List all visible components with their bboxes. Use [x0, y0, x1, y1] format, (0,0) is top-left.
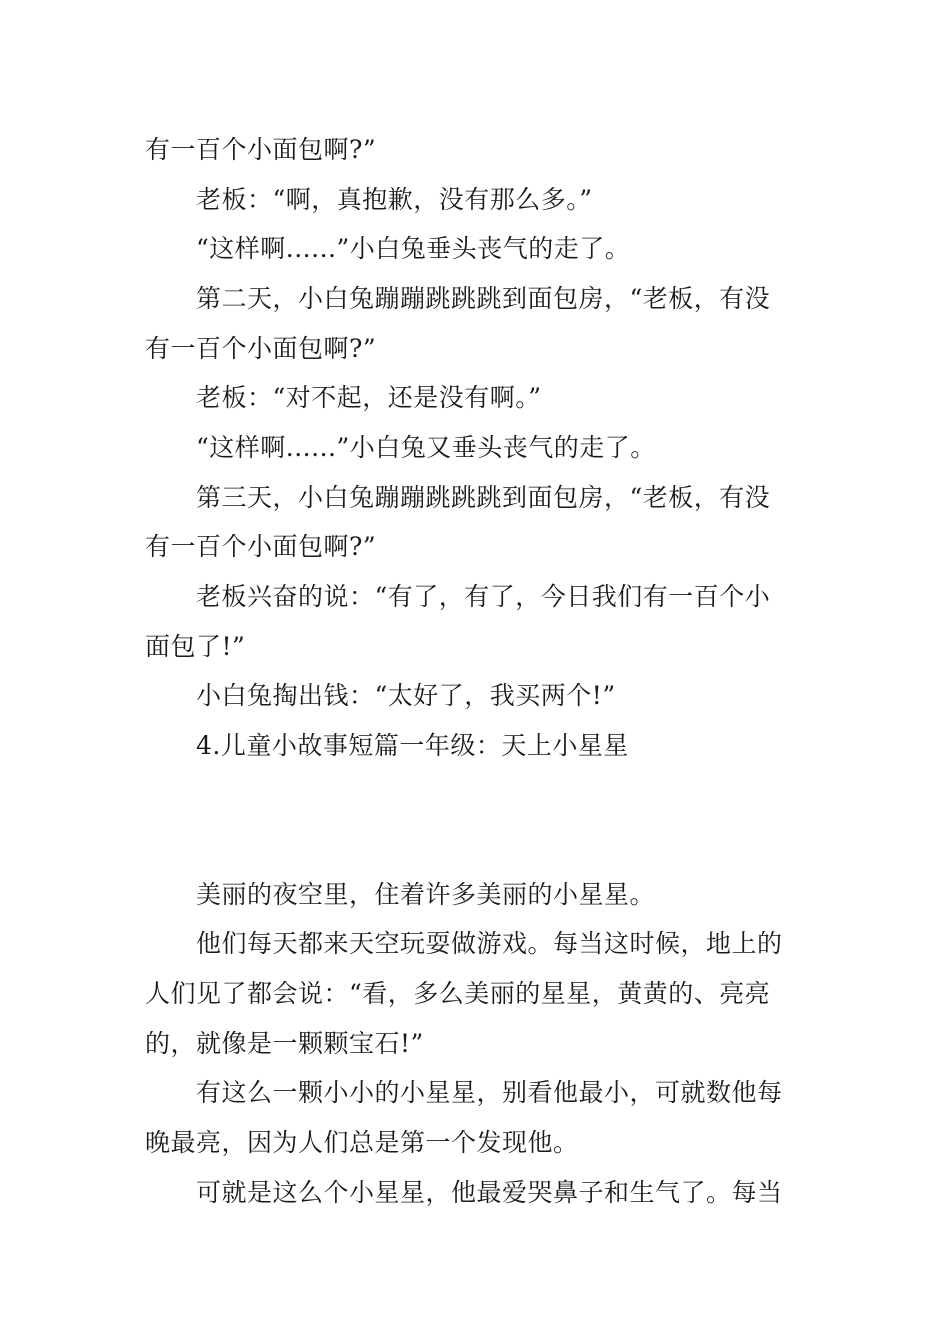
text-line: 晚最亮，因为人们总是第一个发现他。: [145, 1128, 579, 1157]
text-line: 人们见了都会说：“看，多么美丽的星星，黄黄的、亮亮: [145, 979, 771, 1008]
text-line: 的，就像是一颗颗宝石!”: [145, 1029, 424, 1058]
text-line: 面包了!”: [145, 632, 246, 661]
text-line: “这样啊......”小白兔又垂头丧气的走了。: [196, 433, 656, 462]
text-line: 第三天，小白兔蹦蹦跳跳跳到面包房，“老板，有没: [196, 483, 771, 512]
text-line: 老板：“对不起，还是没有啊。”: [196, 383, 542, 412]
text-line: 老板：“啊，真抱歉，没有那么多。”: [196, 185, 593, 214]
text-line: 第二天，小白兔蹦蹦跳跳跳到面包房，“老板，有没: [196, 284, 771, 313]
text-line: 他们每天都来天空玩耍做游戏。每当这时候，地上的: [196, 929, 783, 958]
text-line: 有一百个小面包啊?”: [145, 135, 377, 164]
text-line: 小白兔掏出钱：“太好了，我买两个!”: [196, 681, 616, 710]
text-line: 美丽的夜空里，住着许多美丽的小星星。: [196, 880, 656, 909]
section-heading: 4.儿童小故事短篇一年级：天上小星星: [196, 731, 629, 760]
text-line: 可就是这么个小星星，他最爱哭鼻子和生气了。每当: [196, 1178, 783, 1207]
text-line: 老板兴奋的说：“有了，有了，今日我们有一百个小: [196, 582, 771, 611]
text-line: 有一百个小面包啊?”: [145, 532, 377, 561]
text-line: 有一百个小面包啊?”: [145, 334, 377, 363]
text-line: “这样啊......”小白兔垂头丧气的走了。: [196, 234, 631, 263]
text-line: 有这么一颗小小的小星星，别看他最小，可就数他每: [196, 1078, 783, 1107]
